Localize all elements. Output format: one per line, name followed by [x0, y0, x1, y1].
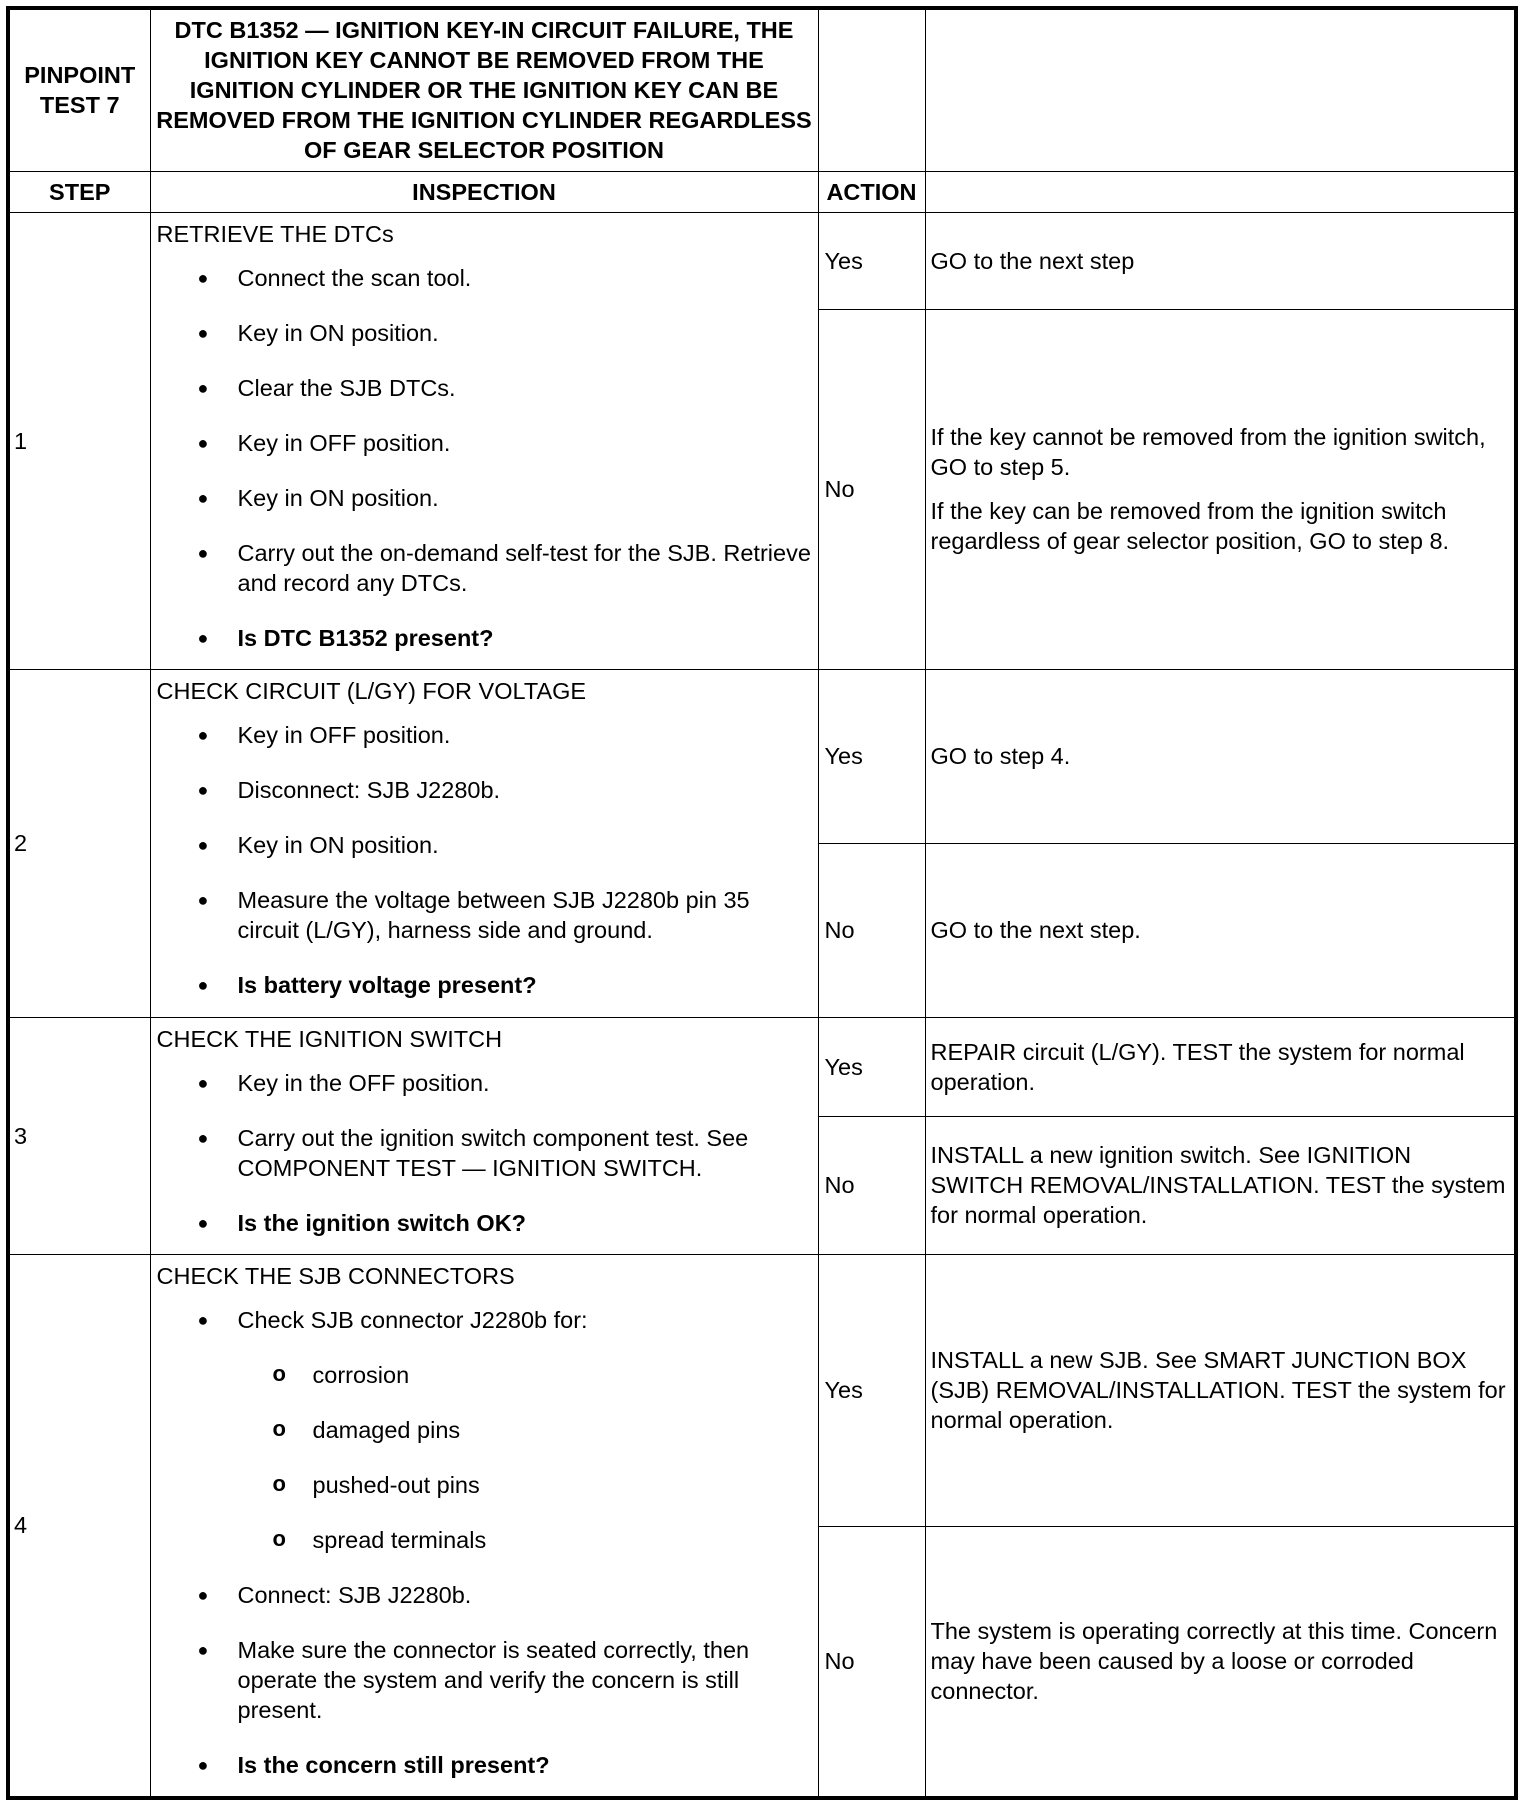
step-title: RETRIEVE THE DTCs — [156, 220, 394, 247]
inspection-bullet: ● Carry out the ignition switch component test. See COMPONENT TEST — IGNITION SWITCH. — [157, 1123, 812, 1183]
inspection-question: ● Is DTC B1352 present? — [157, 623, 812, 653]
answer-no: No — [818, 843, 925, 1017]
column-header-inspection: INSPECTION — [150, 171, 818, 212]
test-title-text: DTC B1352 — IGNITION KEY-IN CIRCUIT FAILURE, THE IGNITION KEY CANNOT BE REMOVED FROM THE IGNITION CYLINDER OR THE IGNITION KEY CAN BE REMOVED FROM THE IGNITION CYLINDER REGARDLESS OF GEAR SELECTOR POSITION — [156, 17, 812, 164]
answer-no: No — [818, 309, 925, 669]
step-title: CHECK THE IGNITION SWITCH — [156, 1025, 503, 1052]
action-no — [925, 1526, 1516, 1798]
step-2-inspection — [150, 669, 818, 1017]
column-header-action: ACTION — [818, 171, 925, 212]
answer-yes: Yes — [818, 1254, 925, 1526]
answer-yes: Yes — [818, 212, 925, 309]
action-text: If the key can be removed from the ignition switch regardless of gear selector position, GO to step 8. — [930, 498, 1450, 554]
pinpoint-test-table — [6, 6, 1518, 1800]
inspection-bullet: ● Key in OFF position. — [157, 428, 812, 458]
inspection-bullet: ● Connect the scan tool. — [157, 263, 812, 293]
column-header-blank — [925, 171, 1516, 212]
step-number: 1 — [8, 212, 150, 669]
inspection-bullet: ● Check SJB connector J2280b for: — [157, 1305, 812, 1335]
step-title: CHECK THE SJB CONNECTORS — [156, 1262, 515, 1289]
inspection-sub-bullet: o spread terminals — [157, 1525, 812, 1555]
header-blank-cell — [818, 8, 925, 171]
action-text: The system is operating correctly at this time. Concern may have been caused by a loose or corroded connector. — [930, 1618, 1498, 1705]
action-text: GO to the next step — [930, 247, 1135, 274]
answer-yes: Yes — [818, 669, 925, 843]
test-label-text: PINPOINT TEST 7 — [24, 62, 136, 119]
step-number: 4 — [8, 1254, 150, 1798]
column-header-step: STEP — [8, 171, 150, 212]
step-title: CHECK CIRCUIT (L/GY) FOR VOLTAGE — [156, 677, 587, 704]
inspection-bullet: ● Key in ON position. — [157, 318, 812, 348]
inspection-bullet: ● Measure the voltage between SJB J2280b pin 35 circuit (L/GY), harness side and ground. — [157, 885, 812, 945]
action-text: GO to step 4. — [930, 743, 1071, 769]
step-number: 2 — [8, 669, 150, 1017]
action-text: INSTALL a new SJB. See SMART JUNCTION BOX (SJB) REMOVAL/INSTALLATION. TEST the system for normal operation. — [930, 1347, 1506, 1433]
answer-no: No — [818, 1116, 925, 1254]
inspection-question: ● Is battery voltage present? — [157, 970, 812, 1000]
inspection-bullet: ● Carry out the on-demand self-test for the SJB. Retrieve and record any DTCs. — [157, 538, 812, 598]
title-row — [8, 8, 1516, 171]
answer-no: No — [818, 1526, 925, 1798]
action-yes — [925, 1254, 1516, 1526]
answer-yes: Yes — [818, 1017, 925, 1116]
column-header-row — [8, 171, 1516, 212]
inspection-bullet: ● Disconnect: SJB J2280b. — [157, 775, 812, 805]
step-4-row-yes — [8, 1254, 1516, 1526]
header-blank-cell-2 — [925, 8, 1516, 171]
action-text: GO to the next step. — [930, 917, 1141, 943]
pinpoint-test-document — [6, 6, 1518, 1800]
action-text: REPAIR circuit (L/GY). TEST the system for normal operation. — [930, 1038, 1465, 1095]
inspection-bullet: ● Clear the SJB DTCs. — [157, 373, 812, 403]
inspection-bullet: ● Make sure the connector is seated correctly, then operate the system and verify the concern is still present. — [157, 1635, 812, 1725]
inspection-question: ● Is the concern still present? — [157, 1750, 812, 1780]
step-1-row-yes — [8, 212, 1516, 309]
action-text: INSTALL a new ignition switch. See IGNITION SWITCH REMOVAL/INSTALLATION. TEST the system for normal operation. — [930, 1142, 1506, 1228]
inspection-bullet: ● Connect: SJB J2280b. — [157, 1580, 812, 1610]
step-1-inspection — [150, 212, 818, 669]
inspection-question: ● Is the ignition switch OK? — [157, 1208, 812, 1238]
step-3-row-yes — [8, 1017, 1516, 1116]
inspection-sub-bullet: o pushed-out pins — [157, 1470, 812, 1500]
inspection-bullet: ● Key in ON position. — [157, 483, 812, 513]
inspection-bullet: ● Key in ON position. — [157, 830, 812, 860]
step-3-inspection — [150, 1017, 818, 1254]
test-label — [8, 8, 150, 171]
action-no — [925, 309, 1516, 669]
inspection-sub-bullet: o damaged pins — [157, 1415, 812, 1445]
inspection-bullet: ● Key in the OFF position. — [157, 1068, 812, 1098]
action-yes — [925, 1017, 1516, 1116]
action-yes — [925, 669, 1516, 843]
inspection-bullet: ● Key in OFF position. — [157, 720, 812, 750]
step-4-inspection — [150, 1254, 818, 1798]
action-no — [925, 843, 1516, 1017]
action-text: If the key cannot be removed from the ignition switch, GO to step 5. — [930, 424, 1486, 480]
step-number: 3 — [8, 1017, 150, 1254]
inspection-sub-bullet: o corrosion — [157, 1360, 812, 1390]
test-title — [150, 8, 818, 171]
step-2-row-yes — [8, 669, 1516, 843]
action-yes — [925, 212, 1516, 309]
action-no — [925, 1116, 1516, 1254]
